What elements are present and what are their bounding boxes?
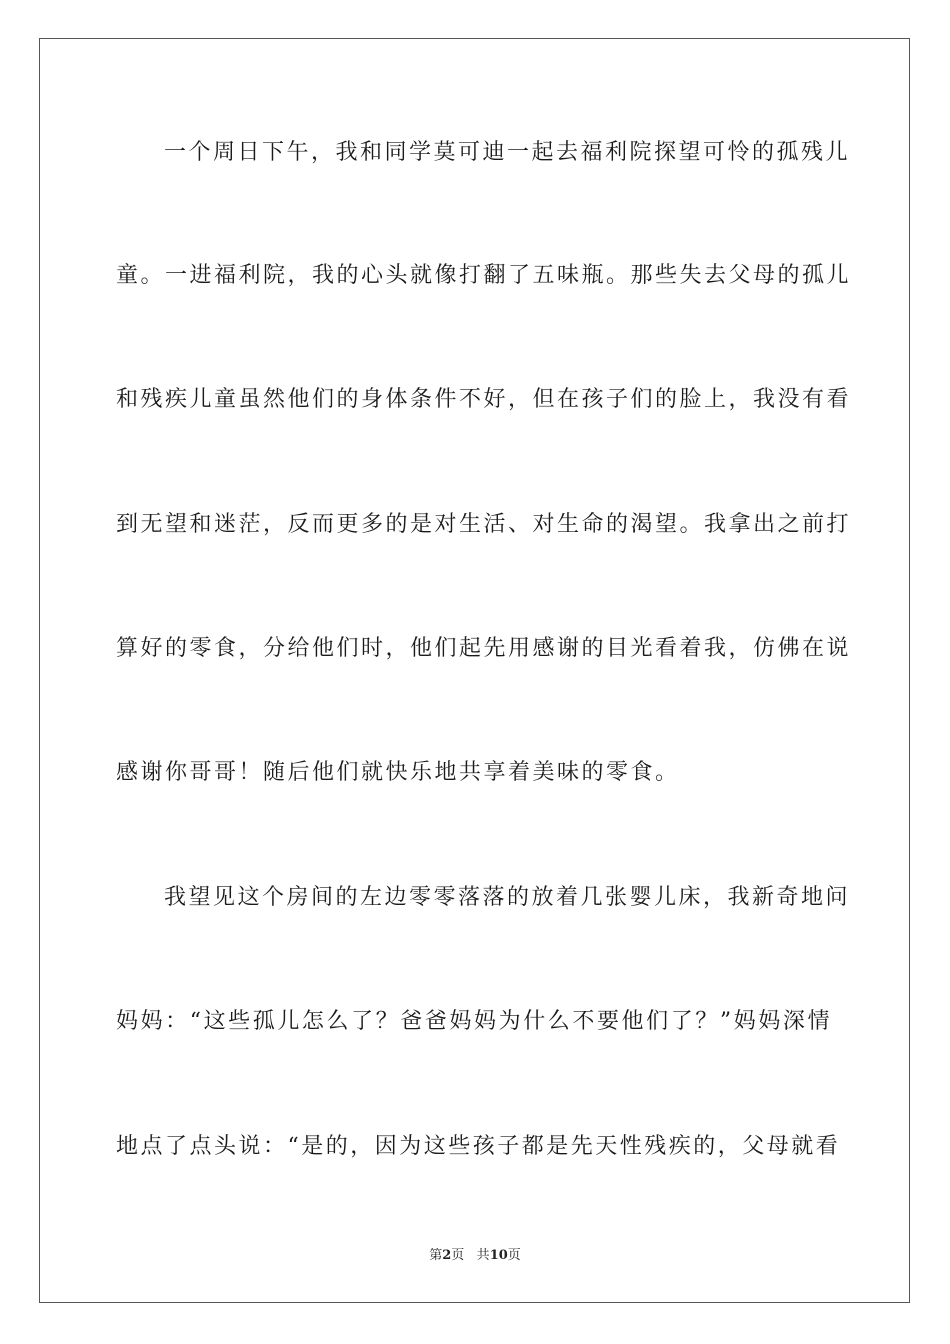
text-line-4: 到无望和迷茫，反而更多的是对生活、对生命的渴望。我拿出之前打: [116, 512, 852, 537]
page-frame: [39, 38, 910, 1303]
text-line-1: 一个周日下午，我和同学莫可迪一起去福利院探望可怜的孤残儿: [164, 140, 851, 165]
text-line-7: 我望见这个房间的左边零零落落的放着几张婴儿床，我新奇地问: [164, 885, 851, 910]
page-prefix: 第: [429, 1248, 443, 1263]
text-line-6: 感谢你哥哥！随后他们就快乐地共享着美味的零食。: [116, 760, 680, 785]
page-footer: [0, 1247, 950, 1265]
text-line-2: 童。一进福利院，我的心头就像打翻了五味瓶。那些失去父母的孤儿: [116, 263, 852, 288]
text-line-8: 妈妈：“这些孤儿怎么了？爸爸妈妈为什么不要他们了？”妈妈深情: [116, 1009, 832, 1034]
total-prefix: 共: [476, 1248, 490, 1263]
page-suffix: 页: [451, 1248, 465, 1263]
text-line-5: 算好的零食，分给他们时，他们起先用感谢的目光看着我，仿佛在说: [116, 636, 852, 661]
total-pages: 10: [489, 1248, 508, 1263]
text-line-3: 和残疾儿童虽然他们的身体条件不好，但在孩子们的脸上，我没有看: [116, 387, 852, 412]
text-line-9: 地点了点头说：“是的，因为这些孩子都是先天性残疾的，父母就看: [116, 1134, 841, 1159]
total-suffix: 页: [507, 1248, 521, 1263]
page-number: 2: [442, 1248, 452, 1263]
